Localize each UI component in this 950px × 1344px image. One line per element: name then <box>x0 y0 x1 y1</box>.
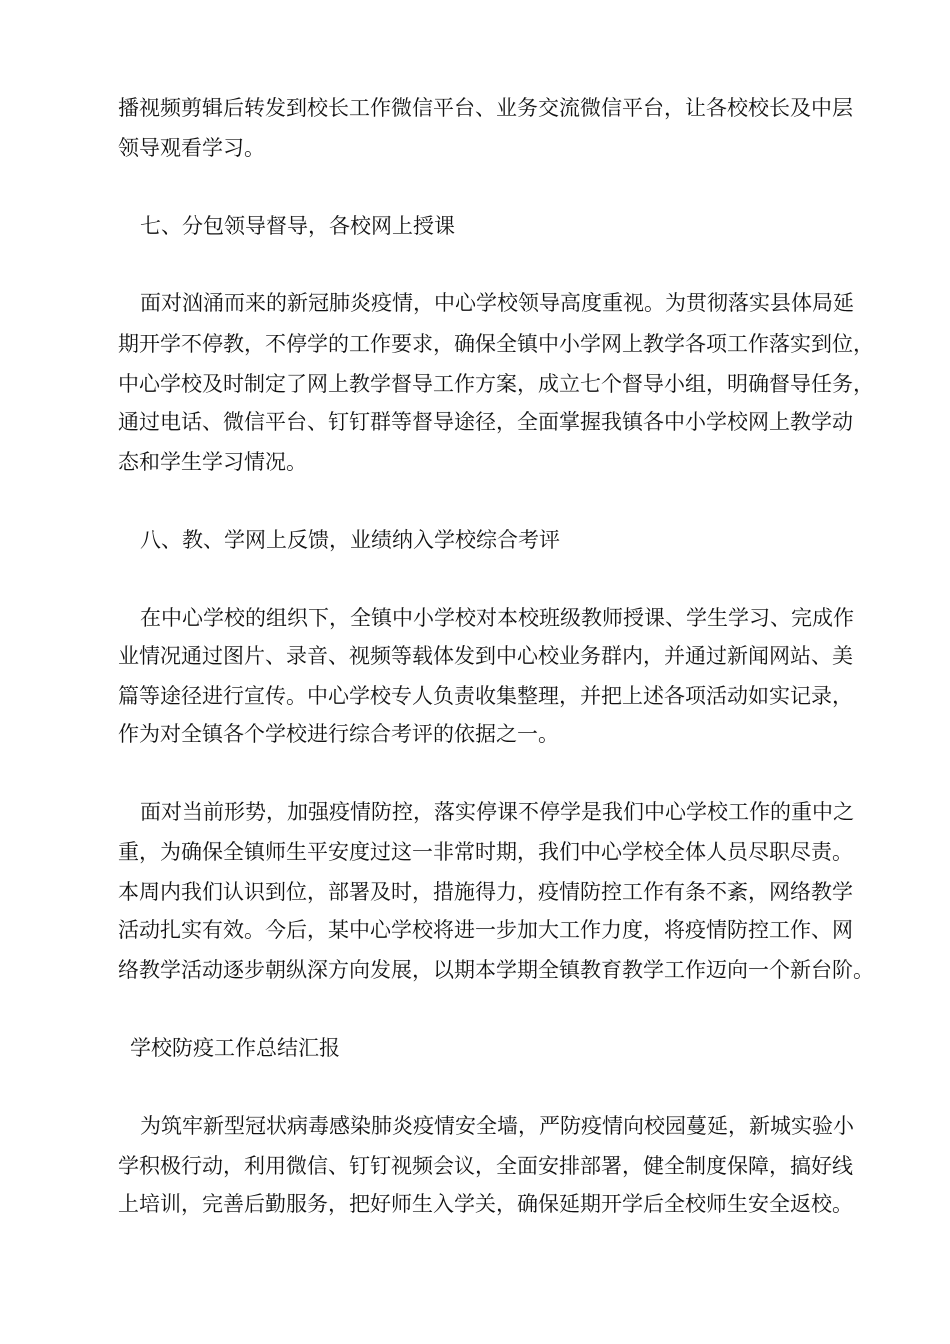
paragraph-line: 重，为确保全镇师生平安度过这一非常时期，我们中心学校全体人员尽职尽责。 <box>118 840 853 864</box>
paragraph-line: 播视频剪辑后转发到校长工作微信平台、业务交流微信平台，让各校校长及中层 <box>118 96 853 120</box>
section-heading: 八、教、学网上反馈，业绩纳入学校综合考评 <box>140 528 560 552</box>
paragraph-line: 面对汹涌而来的新冠肺炎疫情，中心学校领导高度重视。为贯彻落实县体局延 <box>140 291 854 315</box>
paragraph-line: 作为对全镇各个学校进行综合考评的依据之一。 <box>118 722 559 746</box>
paragraph-line: 本周内我们认识到位，部署及时，措施得力，疫情防控工作有条不紊，网络教学 <box>118 880 853 904</box>
paragraph-line: 为筑牢新型冠状病毒感染肺炎疫情安全墙，严防疫情向校园蔓延，新城实验小 <box>140 1114 854 1138</box>
paragraph-line: 态和学生学习情况。 <box>118 450 307 474</box>
paragraph-line: 业情况通过图片、录音、视频等载体发到中心校业务群内，并通过新闻网站、美 <box>118 644 853 668</box>
section-heading: 七、分包领导督导，各校网上授课 <box>140 214 455 238</box>
paragraph-line: 上培训，完善后勤服务，把好师生入学关，确保延期开学后全校师生安全返校。 <box>118 1192 853 1216</box>
paragraph-line: 通过电话、微信平台、钉钉群等督导途径，全面掌握我镇各中小学校网上教学动 <box>118 410 853 434</box>
report-title: 学校防疫工作总结汇报 <box>130 1036 340 1060</box>
paragraph-line: 期开学不停教，不停学的工作要求，确保全镇中小学网上教学各项工作落实到位， <box>118 332 874 356</box>
paragraph-line: 在中心学校的组织下，全镇中小学校对本校班级教师授课、学生学习、完成作 <box>140 606 854 630</box>
paragraph-line: 中心学校及时制定了网上教学督导工作方案，成立七个督导小组，明确督导任务， <box>118 372 874 396</box>
paragraph-line: 络教学活动逐步朝纵深方向发展，以期本学期全镇教育教学工作迈向一个新台阶。 <box>118 958 874 982</box>
paragraph-line: 学积极行动，利用微信、钉钉视频会议，全面安排部署，健全制度保障，搞好线 <box>118 1154 853 1178</box>
paragraph-line: 活动扎实有效。今后，某中心学校将进一步加大工作力度，将疫情防控工作、网 <box>118 918 853 942</box>
paragraph-line: 面对当前形势，加强疫情防控，落实停课不停学是我们中心学校工作的重中之 <box>140 800 854 824</box>
paragraph-line: 篇等途径进行宣传。中心学校专人负责收集整理，并把上述各项活动如实记录， <box>118 684 853 708</box>
paragraph-line: 领导观看学习。 <box>118 136 265 160</box>
